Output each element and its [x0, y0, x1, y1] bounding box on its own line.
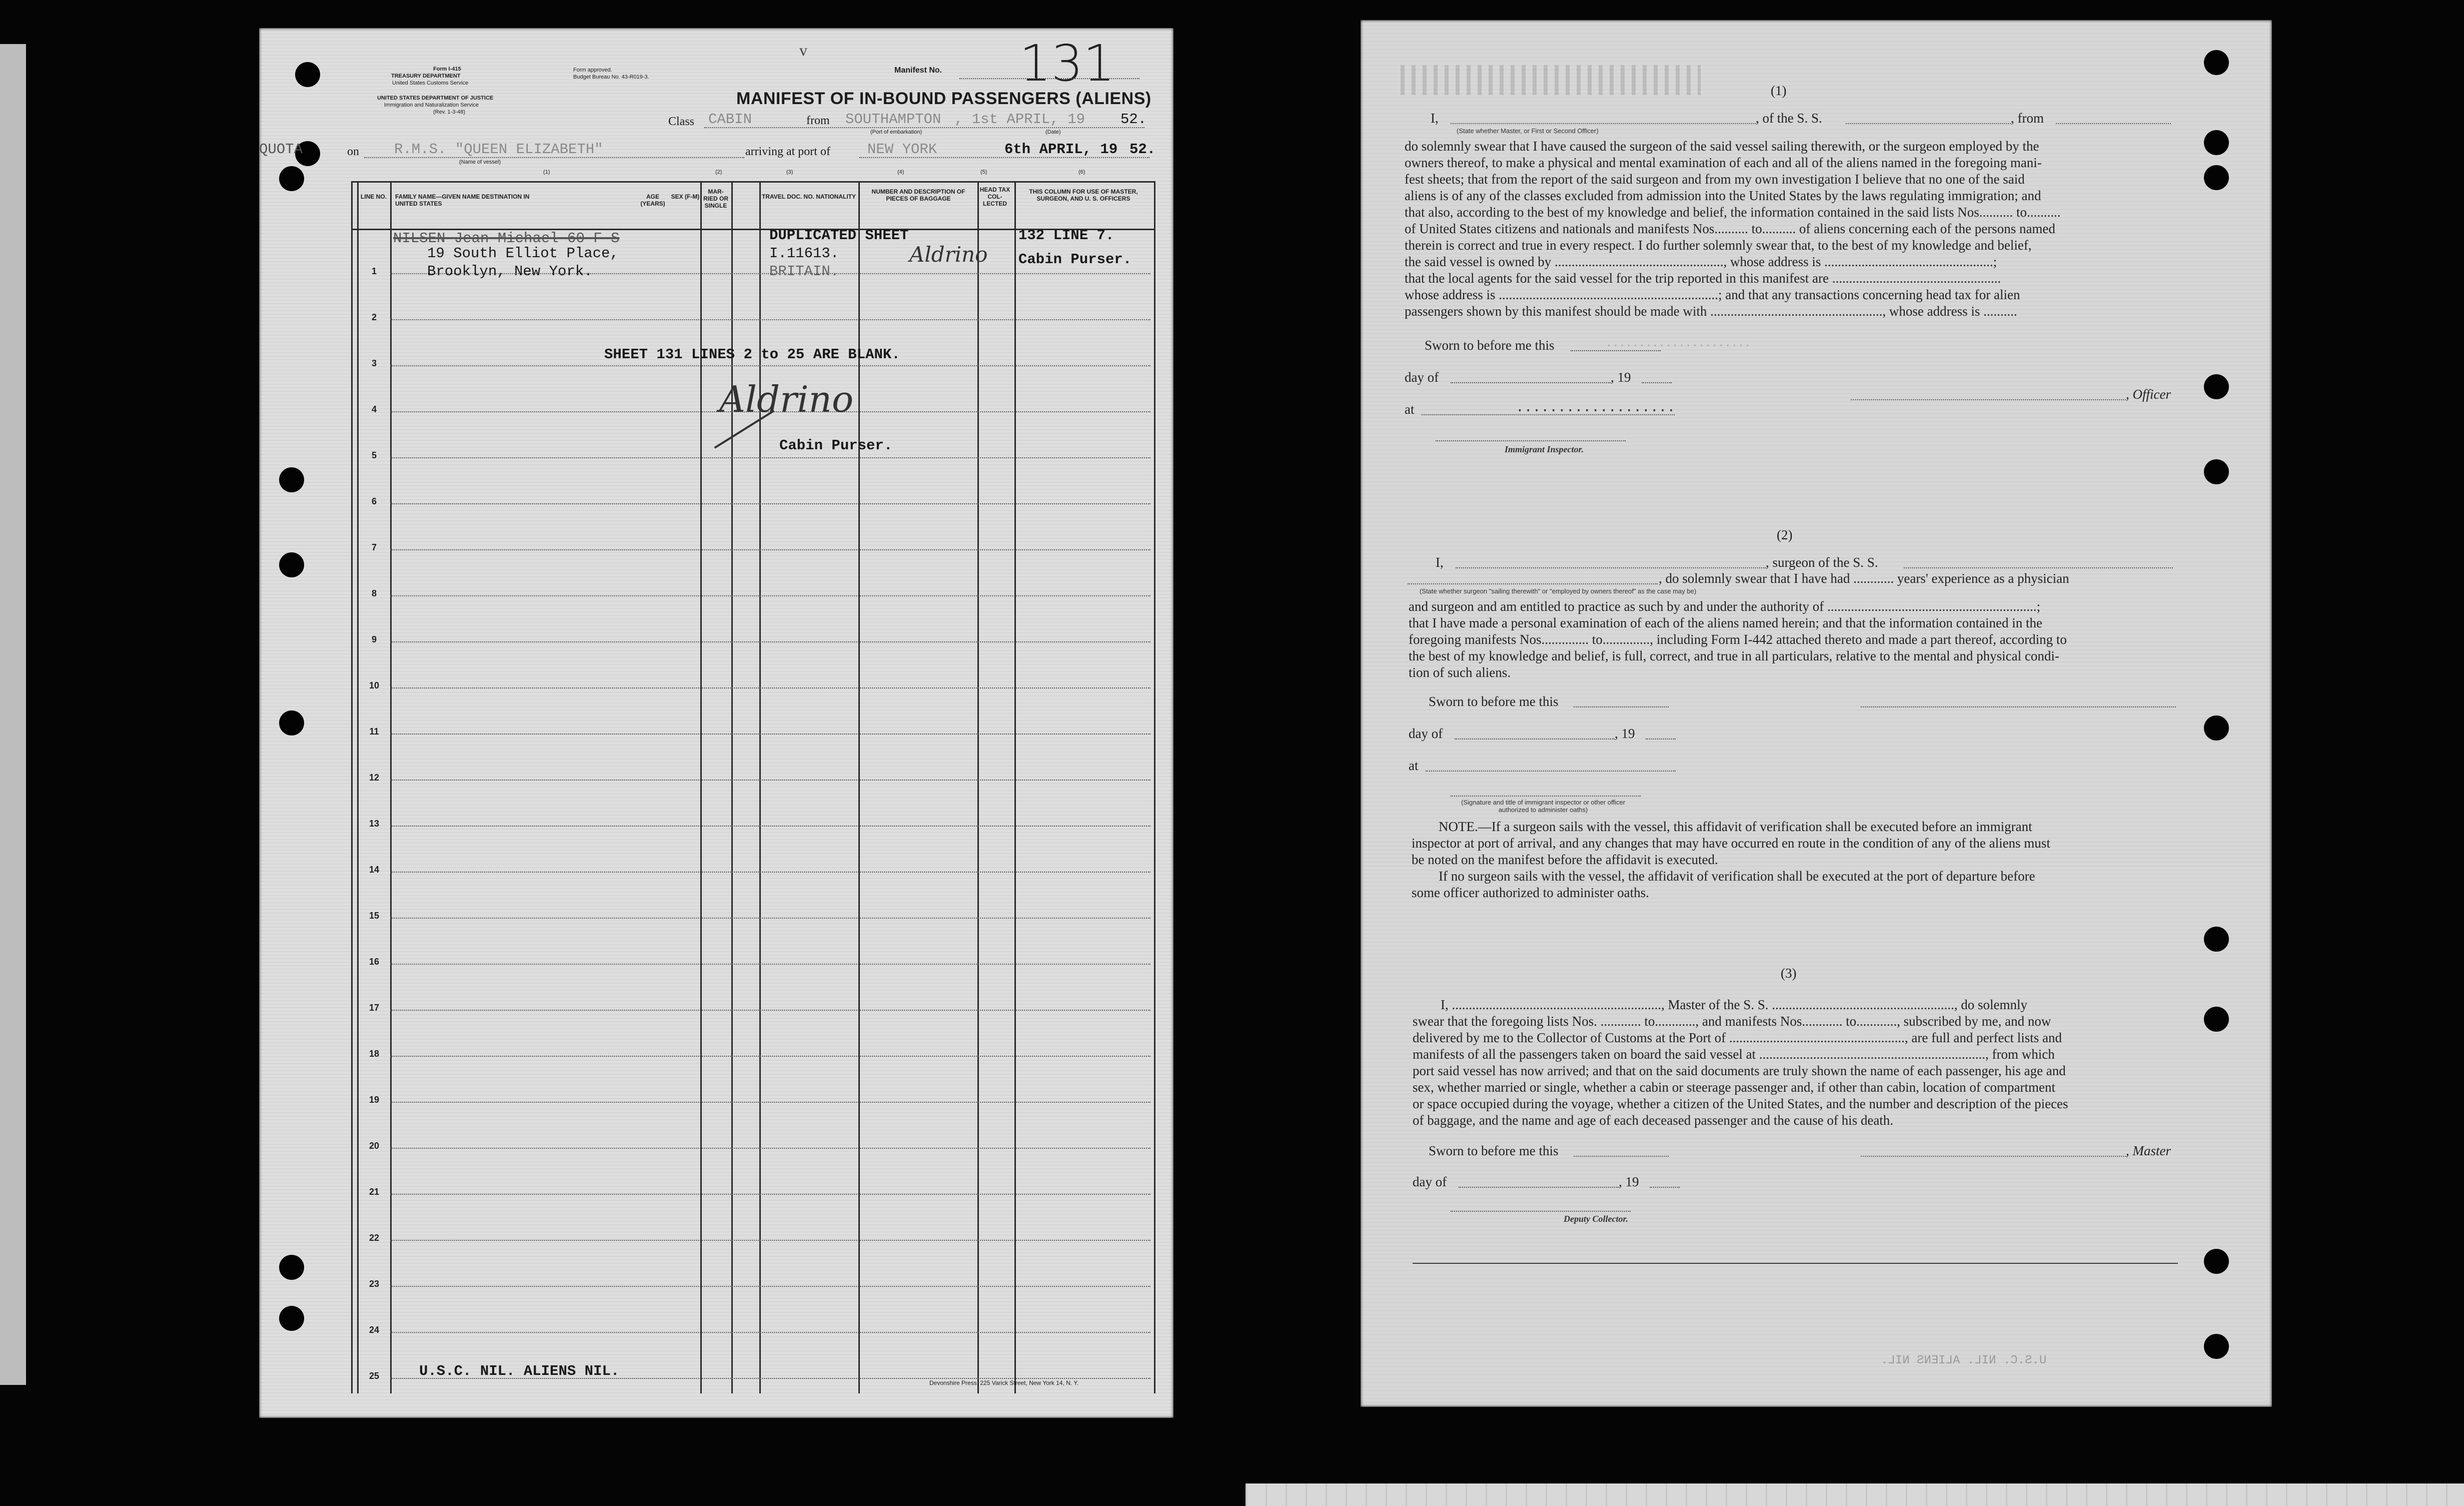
sec1-body-10: whose address is .................................................................; and that any transactions concerning head tax for alien [1405, 287, 2020, 302]
sec3-body-1: I, .............................................................., Master of the S. S. ......................................................, do solemnly [1441, 997, 2027, 1012]
col-head-line-no: LINE NO. [360, 193, 387, 200]
line-number: 2 [371, 312, 377, 322]
line-number: 4 [371, 404, 377, 414]
punch-hole [2204, 165, 2229, 190]
punch-hole [2204, 1334, 2229, 1359]
col-num-2: (2) [715, 169, 722, 175]
sec2-body-5: tion of such aliens. [1409, 665, 1511, 680]
sec3-body-6: sex, whether married or single, whether a cabin or steerage passenger and, if other than cabin, location of compartment [1413, 1080, 2056, 1095]
sec1-ss-line [1846, 123, 2011, 124]
sec2-year: , 19 [1615, 726, 1635, 741]
quota-stamp: QUOTA [259, 141, 303, 158]
sec2-body-3: foregoing manifests Nos.............. to.............., including Form I-442 attached thereto and made a part thereof, according to [1409, 632, 2067, 647]
on-label: on [347, 145, 359, 158]
col-head-sex: SEX (F-M) [671, 193, 700, 200]
sec1-year-line [1642, 382, 1672, 383]
sec2-role-line [1408, 583, 1658, 584]
sec2-at-line [1426, 771, 1676, 772]
section-3-number: (3) [1781, 966, 1797, 981]
port-embarkation-caption: (Port of embarkation) [870, 129, 922, 135]
arrival-line [859, 157, 1149, 158]
line-number: 3 [371, 358, 377, 368]
sec2-body-1: and surgeon and am entitled to practice as such by and under the authority of ..............................................................; [1409, 599, 2041, 614]
col-head-officers: THIS COLUMN FOR USE OF MASTER, SURGEON, AND U. S. OFFICERS [1029, 188, 1138, 202]
sec2-caption: (State whether surgeon "sailing therewith" or "employed by owners thereof" as the case may be) [1420, 587, 1697, 595]
arrival-year: 52. [1129, 141, 1156, 158]
line-number: 5 [371, 450, 377, 460]
sec1-body-2: owners thereof, to make a physical and mental examination of each and all of the aliens named in the foregoing mani- [1405, 155, 2042, 170]
signature-title: Cabin Purser. [779, 437, 893, 454]
line-number: 18 [369, 1049, 380, 1059]
punch-hole [279, 467, 304, 492]
sec3-master: , Master [2126, 1143, 2171, 1158]
footer-note: U.S.C. NIL. ALIENS NIL. [419, 1363, 620, 1379]
sec3-body-2: swear that the foregoing lists Nos. ............ to............, and manifests Nos............ to............, subscribed by me, and now [1413, 1014, 2051, 1029]
sec2-sig-line [1861, 706, 2176, 707]
entry-address-1: 19 South Elliot Place, [427, 245, 619, 262]
sec1-officer-line [1851, 399, 2126, 400]
manifest-front-page [259, 28, 1173, 1418]
sec3-sworn: Sworn to before me this [1429, 1143, 1559, 1158]
sec1-body-6: of United States citizens and nationals and manifests Nos.......... to.......... of aliens concerning each of the persons named [1405, 221, 2055, 236]
sec2-line1-ss: , surgeon of the S. S. [1766, 555, 1878, 570]
sec1-body-11: passengers shown by this manifest should be made with ..................................................., whose address is .......... [1405, 304, 2017, 319]
line-number: 1 [371, 266, 377, 276]
line-number: 20 [369, 1141, 380, 1151]
sec2-ss-line [1904, 567, 2173, 568]
line-number: 8 [371, 588, 377, 598]
sec1-from-line [2056, 123, 2171, 124]
section-1-number: (1) [1771, 83, 1787, 98]
line-number: 24 [369, 1325, 380, 1335]
sec1-at: at [1405, 402, 1415, 417]
note-2: inspector at port of arrival, and any changes that may have occurred en route in the condition of any of the aliens must [1412, 836, 2050, 851]
form-id: Form I-415 [433, 66, 461, 72]
manifest-no-line [959, 78, 1139, 79]
class-line [704, 127, 1144, 128]
note-3: be noted on the manifest before the affidavit is executed. [1412, 852, 1718, 867]
punch-hole [2204, 1007, 2229, 1032]
treasury-dept: TREASURY DEPARTMENT [391, 73, 461, 79]
entry-nationality: BRITAIN. [769, 263, 839, 280]
line-number: 14 [369, 865, 380, 875]
col-head-travel-doc: TRAVEL DOC. NO. NATIONALITY [762, 193, 856, 200]
sec1-dots: ................... [1516, 400, 1676, 416]
vessel-name: R.M.S. "QUEEN ELIZABETH" [394, 141, 603, 158]
punch-hole [279, 1255, 304, 1280]
entry-name-crossed: NILSEN Jean Michael 60 F S [393, 230, 620, 247]
sec1-body-7: therein is correct and true in every respect. I do further solemnly swear that, to the best of my knowledge and belief, [1405, 238, 2032, 253]
from-label: from [806, 114, 830, 127]
arrival-port: NEW YORK [867, 141, 937, 158]
sec3-year-line [1650, 1187, 1680, 1188]
sec1-day-line [1451, 382, 1611, 383]
line-number: 17 [369, 1003, 380, 1013]
sec1-line1-from: , from [2011, 111, 2044, 126]
sec3-body-4: manifests of all the passengers taken on board the said vessel at ..................................................................., from which [1413, 1047, 2055, 1062]
manifest-no-label: Manifest No. [894, 66, 942, 75]
manifest-no: 131 [1019, 34, 1115, 93]
line-number: 9 [371, 634, 377, 644]
sec2-name-line [1456, 567, 1766, 568]
date-caption: (Date) [1045, 129, 1061, 135]
col-num-3: (3) [786, 169, 793, 175]
sec2-at: at [1409, 758, 1419, 773]
depart-year: 52. [1120, 111, 1147, 128]
sec3-body-7: or space occupied during the voyage, whether a citizen of the United States, and the number and description of the pieces [1413, 1096, 2068, 1111]
sec1-line1-i: I, [1431, 111, 1439, 126]
punch-hole [2204, 459, 2229, 484]
justice-dept: UNITED STATES DEPARTMENT OF JUSTICE [377, 95, 494, 101]
sec1-sworn: Sworn to before me this [1425, 338, 1555, 353]
line-number: 7 [371, 542, 377, 552]
sec3-body-8: of baggage, and the name and age of each deceased passenger and the cause of his death. [1413, 1113, 1894, 1128]
vessel-line [364, 157, 744, 158]
line-number: 11 [369, 726, 379, 736]
note-1: NOTE.—If a surgeon sails with the vessel, this affidavit of verification shall be executed before an immigrant [1439, 819, 2032, 834]
line-number: 16 [369, 957, 380, 967]
entry-travel-doc: I.11613. [769, 245, 839, 262]
punch-hole [2204, 130, 2229, 155]
sec3-body-5: port said vessel has now arrived; and that on the said documents are truly shown the name of each passenger, his age and [1413, 1063, 2066, 1078]
sec3-year: , 19 [1619, 1174, 1639, 1189]
depart-date: , 1st APRIL, 19 [954, 111, 1085, 128]
sec1-year: , 19 [1611, 370, 1631, 385]
class-value: CABIN [708, 111, 752, 128]
sec2-line2: , do solemnly swear that I have had ............ years' experience as a physician [1659, 571, 2069, 586]
mirror-bleed: U.S.C. NIL. ALIENS NIL. [1881, 1354, 2047, 1367]
sec1-body-4: aliens is of any of the classes excluded from admission into the United States by the laws regulating immigration; and [1405, 188, 2041, 203]
inspector-line [1436, 440, 1626, 441]
sec3-body-3: delivered by me to the Collector of Customs at the Port of ...................................................., are full and perfect lists and [1413, 1030, 2062, 1045]
bottom-rule [1413, 1263, 2178, 1264]
line-number: 23 [369, 1279, 380, 1289]
sec2-day-of: day of [1409, 726, 1443, 741]
from-value: SOUTHAMPTON [845, 111, 941, 128]
col-num-6: (6) [1078, 169, 1085, 175]
sec1-body-1: do solemnly swear that I have caused the surgeon of the said vessel sailing therewith, or the surgeon employed by the [1405, 139, 2039, 154]
line-number: 12 [369, 773, 380, 783]
sec2-body-4: the best of my knowledge and belief, is full, correct, and true in all particulars, relative to the mental and physical condi- [1409, 648, 2059, 663]
sec1-caption: (State whether Master, or First or Second Officer) [1457, 127, 1599, 135]
sec3-day-line [1459, 1187, 1619, 1188]
class-label: Class [668, 115, 695, 128]
bleed-through [1401, 65, 1701, 95]
punch-hole [279, 552, 304, 577]
entry-baggage-note: DUPLICATED SHEET [769, 227, 909, 244]
sec1-line1-ss: , of the S. S. [1756, 111, 1822, 126]
entry-address-2: Brooklyn, New York. [427, 263, 593, 280]
sec1-day-of: day of [1405, 370, 1439, 385]
line-number: 6 [371, 496, 377, 506]
officer-note-1: 132 LINE 7. [1018, 227, 1114, 244]
col-num-5: (5) [980, 169, 987, 175]
note-5: some officer authorized to administer oaths. [1412, 885, 1649, 900]
deputy-collector: Deputy Collector. [1564, 1214, 1628, 1224]
col-num-1: (1) [543, 169, 550, 175]
arriving-label: arriving at port of [745, 145, 830, 158]
col-head-age: AGE (YEARS) [640, 193, 665, 207]
ins: Immigration and Naturalization Service [384, 102, 479, 108]
sec1-sworn-line [1571, 350, 1661, 351]
vessel-caption: (Name of vessel) [459, 159, 501, 165]
col-head-married: MAR-RIED OR SINGLE [703, 188, 728, 209]
officer-note-2: Cabin Purser. [1018, 251, 1132, 268]
section-2-number: (2) [1777, 527, 1793, 542]
purser-signature: Aldrino [719, 378, 854, 420]
sec3-day-of: day of [1413, 1174, 1447, 1189]
blank-lines-note: SHEET 131 LINES 2 to 25 ARE BLANK. [604, 346, 900, 363]
punch-hole [279, 1306, 304, 1331]
punch-hole [279, 166, 304, 191]
line-number: 22 [369, 1233, 380, 1243]
line-number: 13 [369, 819, 380, 829]
line-number: 19 [369, 1095, 380, 1105]
punch-hole [2204, 927, 2229, 952]
immigrant-inspector: Immigrant Inspector. [1505, 444, 1584, 454]
sec2-sworn-line [1574, 706, 1669, 707]
punch-hole [279, 710, 304, 735]
col-num-4: (4) [897, 169, 904, 175]
next-page-edge [1246, 1483, 2464, 1506]
punch-hole [2204, 374, 2229, 399]
manifest-table [351, 181, 1155, 1393]
rev: (Rev. 1-3-48) [433, 109, 465, 115]
punch-hole [2204, 715, 2229, 740]
sec2-line1-i: I, [1436, 555, 1444, 570]
sec1-ghost-text: ...................... [1606, 337, 1751, 350]
manifest-title: MANIFEST OF IN-BOUND PASSENGERS (ALIENS) [736, 89, 1151, 108]
left-edge-page [0, 44, 26, 1385]
sec1-body-3: fest sheets; that from the report of the said surgeon and from my own investigation I believe that no one of the said [1405, 172, 2025, 187]
sec2-day-line [1455, 738, 1615, 739]
arrival-date: 6th APRIL, 19 [1004, 141, 1118, 158]
col-head-head-tax: HEAD TAX COL-LECTED [979, 186, 1010, 207]
sec1-body-5: that also, according to the best of my knowledge and belief, the information contained in the said lists Nos.......... to.......... [1405, 205, 2061, 220]
form-approved: Form approved. [573, 67, 612, 73]
sec3-sworn-line [1574, 1156, 1669, 1157]
sec3-master-line [1861, 1156, 2126, 1157]
line-number: 15 [369, 911, 380, 921]
deputy-line [1451, 1211, 1631, 1212]
sec2-sig-caption: (Signature and title of immigrant inspector or other officer authorized to administer oaths) [1461, 799, 1625, 814]
line-number: 10 [369, 680, 380, 690]
punch-hole [2204, 1249, 2229, 1274]
sec2-inspector-line [1451, 796, 1641, 797]
printer-imprint: Devonshire Press, 225 Varick Street, New York 14, N. Y. [929, 1379, 1079, 1386]
punch-hole [2204, 50, 2229, 75]
punch-hole [295, 62, 320, 87]
sec2-sworn: Sworn to before me this [1429, 694, 1559, 709]
sec1-body-9: that the local agents for the said vessel for the trip reported in this manifest are .................................................. [1405, 271, 2001, 286]
budget-bureau: Budget Bureau No. 43-R019-3. [573, 74, 649, 80]
sec1-name-line [1451, 123, 1756, 124]
line-number: 25 [369, 1371, 380, 1381]
sec1-officer: , Officer [2126, 387, 2171, 402]
sec2-year-line [1646, 738, 1676, 739]
sec1-body-8: the said vessel is owned by .................................................., whose address is ..................................................; [1405, 254, 1997, 269]
note-4: If no surgeon sails with the vessel, the affidavit of verification shall be executed at the port of departure before [1439, 869, 2035, 884]
col-head-baggage: NUMBER AND DESCRIPTION OF PIECES OF BAGGAGE [871, 188, 965, 202]
line-number: 21 [369, 1187, 380, 1197]
manifest-back-page [1361, 20, 2272, 1407]
entry-initials: Aldrino [909, 242, 988, 267]
col-head-name: FAMILY NAME—GIVEN NAME DESTINATION IN UNITED STATES [395, 193, 530, 207]
check-mark: v [799, 41, 807, 59]
sec2-body-2: that I have made a personal examination of each of the aliens named herein; and that the information contained in the [1409, 615, 2043, 630]
customs-service: United States Customs Service [392, 80, 469, 86]
